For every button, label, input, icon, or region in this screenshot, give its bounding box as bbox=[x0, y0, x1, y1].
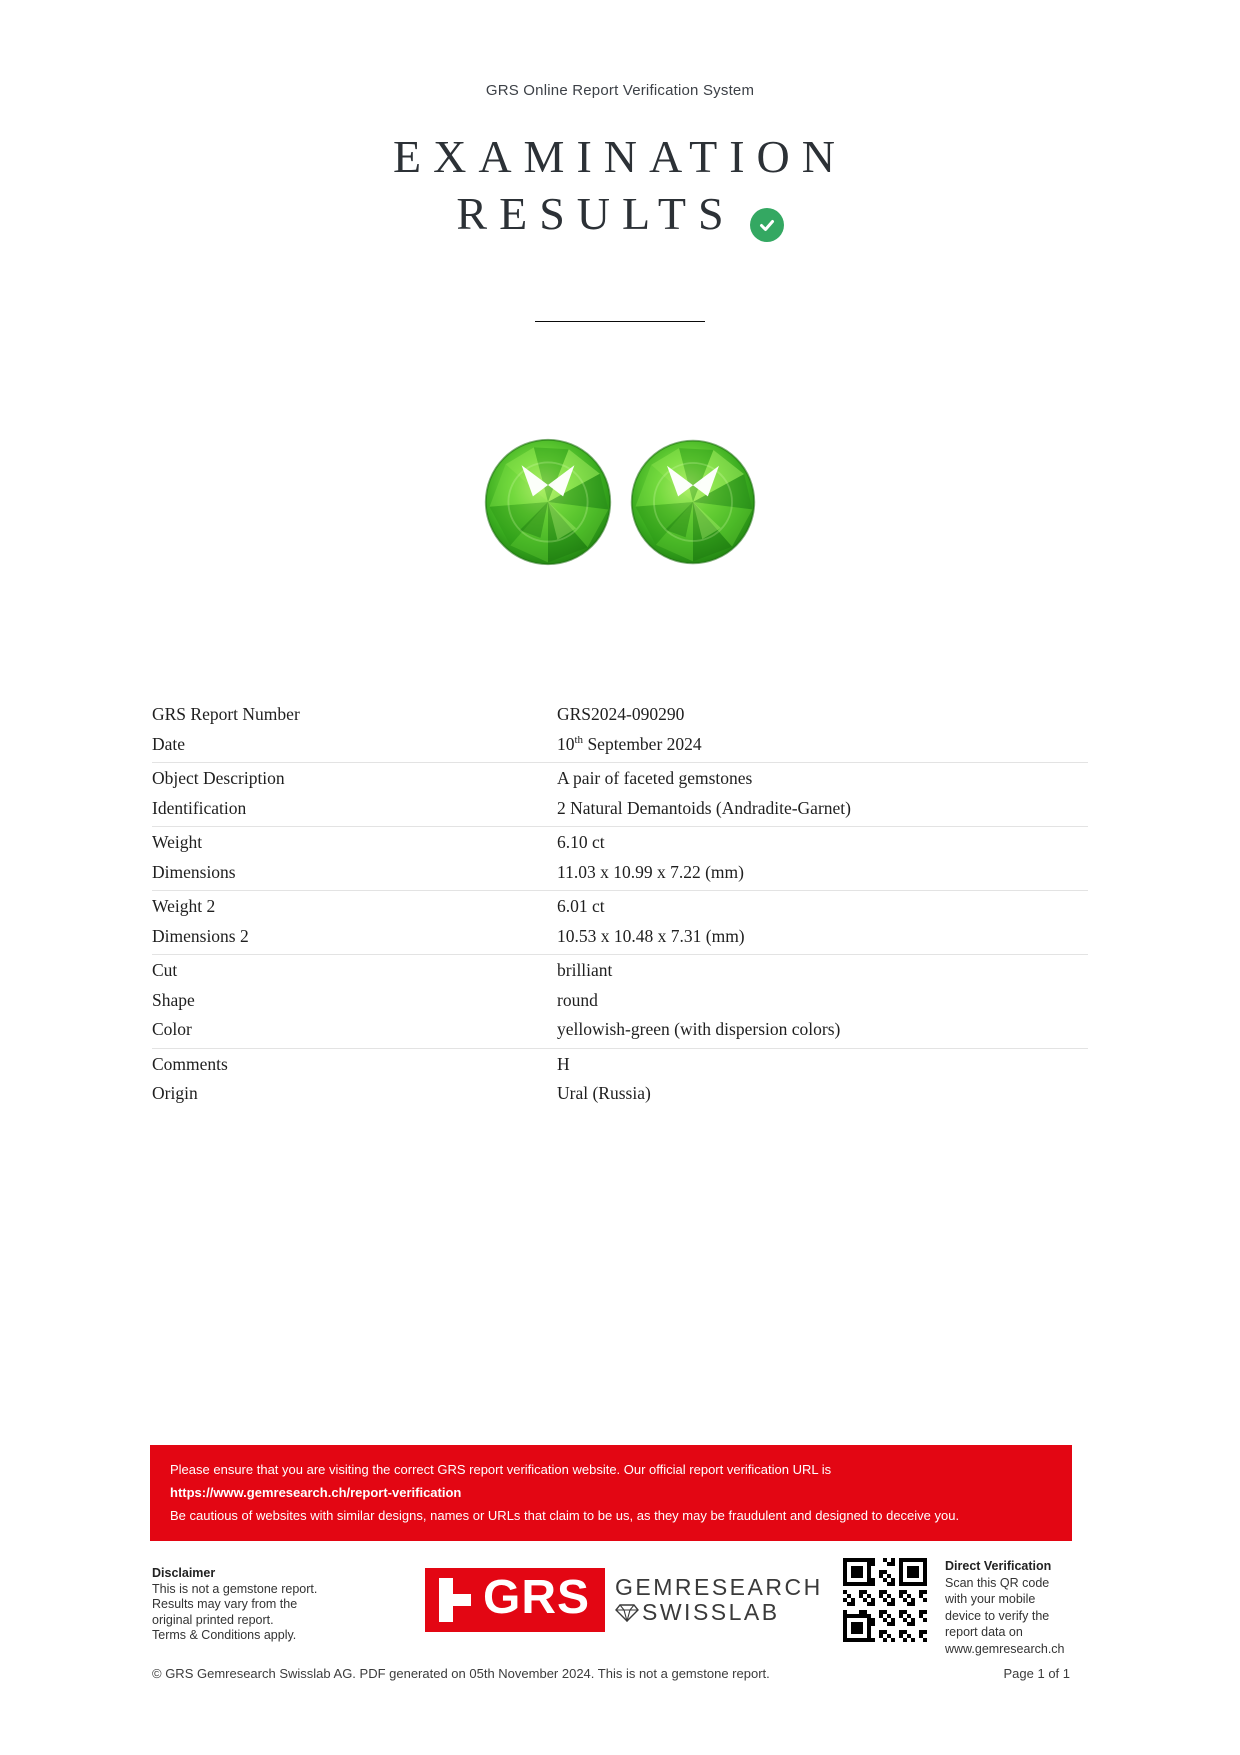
copyright-text: © GRS Gemresearch Swisslab AG. PDF generated on 05th November 2024. This is not a gemstone report. bbox=[152, 1666, 770, 1681]
gemstone-right bbox=[628, 437, 758, 567]
direct-verification-line: report data on bbox=[945, 1625, 1023, 1639]
disclaimer-line: Results may vary from the bbox=[152, 1597, 298, 1611]
report-group-origin bbox=[152, 1049, 1088, 1112]
row-value: A pair of faceted gemstones bbox=[557, 768, 753, 789]
row-value: brilliant bbox=[557, 960, 613, 981]
grs-logo-text: GRS bbox=[483, 1571, 591, 1624]
copyright-row bbox=[152, 1666, 1070, 1681]
row-label: Weight bbox=[152, 832, 203, 853]
row-label: Color bbox=[152, 1019, 192, 1040]
diamond-icon bbox=[615, 1604, 639, 1622]
row-value: 10.53 x 10.48 x 7.31 (mm) bbox=[557, 925, 745, 946]
qr-code bbox=[843, 1558, 927, 1642]
table-row bbox=[152, 956, 1088, 986]
row-value: 6.01 ct bbox=[557, 896, 605, 917]
report-details-table bbox=[152, 699, 1088, 1112]
disclaimer-line: original printed report. bbox=[152, 1612, 274, 1627]
disclaimer-line: Terms & Conditions apply. bbox=[152, 1628, 297, 1642]
title-line-2-row bbox=[0, 185, 1240, 242]
row-value: round bbox=[557, 989, 598, 1010]
direct-verification-title: Direct Verification bbox=[945, 1559, 1052, 1573]
disclaimer-block bbox=[152, 1566, 317, 1644]
disclaimer-title: Disclaimer bbox=[152, 1566, 216, 1580]
table-row bbox=[152, 828, 1088, 858]
row-label: Dimensions bbox=[152, 861, 236, 882]
brand-line-1: GEMRESEARCH bbox=[615, 1574, 823, 1600]
gemresearch-swisslab-wordmark bbox=[615, 1575, 823, 1625]
system-header: GRS Online Report Verification System bbox=[485, 82, 755, 99]
report-group-id bbox=[152, 699, 1088, 763]
verification-warning-banner bbox=[150, 1445, 1072, 1541]
report-group-stone1 bbox=[152, 827, 1088, 891]
brand-line-2: SWISSLAB bbox=[642, 1599, 780, 1625]
row-value: 6.10 ct bbox=[557, 832, 605, 853]
table-row bbox=[152, 700, 1088, 730]
direct-verification-line: www.gemresearch.ch bbox=[945, 1641, 1065, 1656]
report-group-description bbox=[152, 763, 1088, 827]
row-label: Weight 2 bbox=[152, 896, 216, 917]
row-label: Shape bbox=[152, 989, 195, 1010]
row-label: Comments bbox=[152, 1053, 228, 1074]
row-label: GRS Report Number bbox=[152, 704, 300, 725]
row-value: H bbox=[557, 1053, 570, 1074]
table-row bbox=[152, 1050, 1088, 1080]
row-value: Ural (Russia) bbox=[557, 1083, 651, 1104]
divider-line bbox=[535, 321, 705, 322]
warning-line-1: Please ensure that you are visiting the correct GRS report verification website. Our official report verification URL is bbox=[170, 1462, 832, 1477]
page-number: Page 1 of 1 bbox=[1003, 1666, 1070, 1681]
row-label: Date bbox=[152, 733, 186, 754]
disclaimer-line: This is not a gemstone report. bbox=[152, 1581, 318, 1596]
grs-logo bbox=[425, 1568, 823, 1632]
table-row bbox=[152, 858, 1088, 888]
grs-logo-red-box bbox=[425, 1568, 605, 1632]
report-group-stone2 bbox=[152, 891, 1088, 955]
row-label: Dimensions 2 bbox=[152, 925, 249, 946]
title-line-1: EXAMINATION bbox=[393, 131, 847, 182]
direct-verification-line: with your mobile bbox=[945, 1592, 1036, 1606]
row-value: yellowish-green (with dispersion colors) bbox=[557, 1019, 841, 1040]
direct-verification-line: Scan this QR code bbox=[945, 1575, 1050, 1590]
direct-verification-line: device to verify the bbox=[945, 1608, 1050, 1623]
row-value: 11.03 x 10.99 x 7.22 (mm) bbox=[557, 861, 744, 882]
table-row bbox=[152, 764, 1088, 794]
row-value: 2 Natural Demantoids (Andradite-Garnet) bbox=[557, 797, 851, 818]
table-row bbox=[152, 730, 1088, 760]
swiss-cross-icon bbox=[439, 1578, 473, 1622]
row-label: Object Description bbox=[152, 768, 285, 789]
footer bbox=[152, 1556, 1088, 1666]
gemstone-image bbox=[482, 436, 758, 568]
row-value-date: 10th September 2024 bbox=[557, 733, 702, 754]
table-row bbox=[152, 892, 1088, 922]
row-label: Origin bbox=[152, 1083, 198, 1104]
table-row bbox=[152, 986, 1088, 1016]
report-group-cut bbox=[152, 955, 1088, 1049]
row-label: Identification bbox=[152, 797, 247, 818]
row-label: Cut bbox=[152, 960, 178, 981]
verified-check-icon bbox=[750, 208, 784, 242]
direct-verification-block bbox=[945, 1558, 1065, 1657]
title-line-2: RESULTS bbox=[456, 188, 736, 239]
row-value: GRS2024-090290 bbox=[557, 704, 685, 725]
table-row bbox=[152, 1015, 1088, 1045]
page-title bbox=[0, 128, 1240, 242]
table-row bbox=[152, 794, 1088, 824]
brand-line-2-row bbox=[615, 1600, 823, 1625]
table-row bbox=[152, 922, 1088, 952]
table-row bbox=[152, 1079, 1088, 1109]
gemstone-left bbox=[482, 436, 614, 568]
warning-line-2: Be cautious of websites with similar designs, names or URLs that claim to be us, as they may be fraudulent and designed to deceive you. bbox=[170, 1508, 960, 1523]
verification-url-link[interactable]: https://www.gemresearch.ch/report-verification bbox=[170, 1485, 462, 1500]
